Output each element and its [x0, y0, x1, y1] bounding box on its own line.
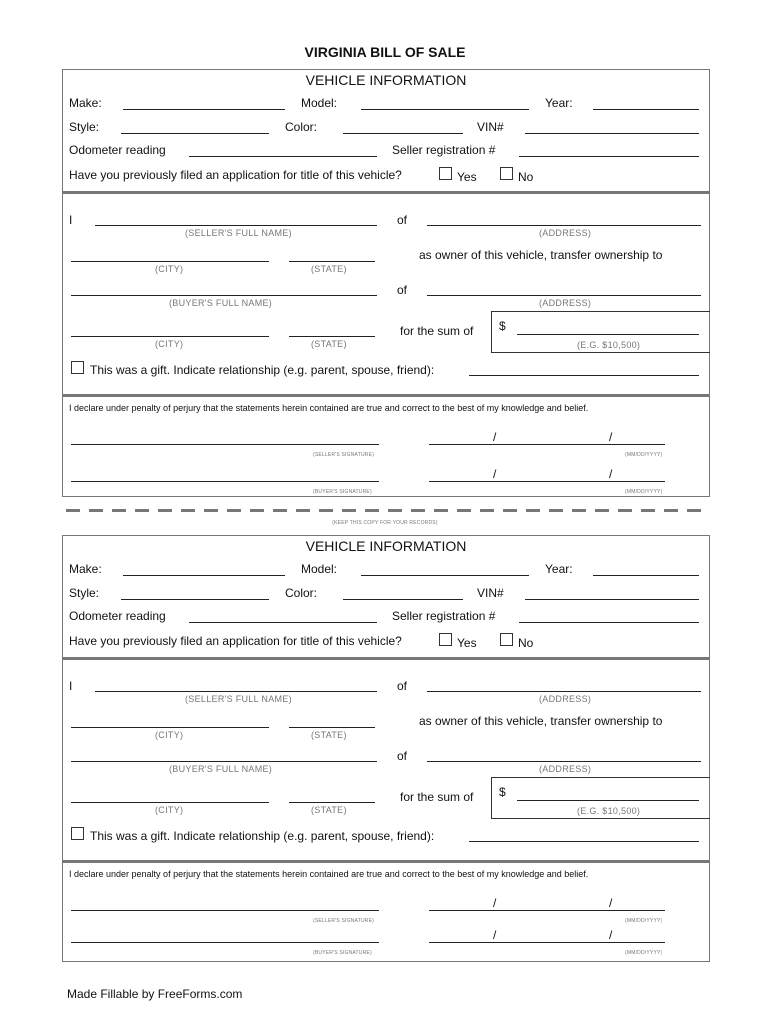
color-label: Color: — [285, 586, 318, 600]
of-label: of — [397, 213, 408, 227]
buyer-city-field[interactable] — [71, 336, 269, 337]
seller-state-field[interactable] — [289, 261, 375, 262]
buyer-state-field[interactable] — [289, 802, 375, 803]
seller-state-caption: (STATE) — [311, 264, 347, 274]
cut-dash — [549, 509, 563, 512]
cut-dash — [687, 509, 701, 512]
yes-checkbox[interactable] — [439, 633, 452, 646]
footer-credit: Made Fillable by FreeForms.com — [67, 987, 243, 1001]
of-label: of — [397, 283, 408, 297]
date-slash: / — [609, 928, 613, 942]
buyer-signature-field[interactable] — [71, 481, 379, 482]
bill-of-sale-form-copy — [62, 535, 710, 962]
section-divider — [63, 860, 709, 863]
seller-address-caption: (ADDRESS) — [539, 694, 592, 704]
make-label: Make: — [69, 562, 102, 576]
odometer-field[interactable] — [189, 156, 377, 157]
seller-city-field[interactable] — [71, 261, 269, 262]
no-checkbox[interactable] — [500, 633, 513, 646]
style-label: Style: — [69, 586, 100, 600]
transfer-ownership-text: as owner of this vehicle, transfer ownership to — [419, 714, 663, 728]
seller-name-field[interactable] — [95, 225, 377, 226]
buyer-name-field[interactable] — [71, 295, 377, 296]
dollar-sign: $ — [499, 785, 506, 799]
cut-dash — [296, 509, 310, 512]
cut-dash — [250, 509, 264, 512]
cut-dash — [365, 509, 379, 512]
sum-label: for the sum of — [400, 790, 474, 804]
yes-label: Yes — [457, 636, 477, 650]
buyer-name-field[interactable] — [71, 761, 377, 762]
year-label: Year: — [545, 562, 573, 576]
date-slash: / — [493, 896, 497, 910]
cut-dash — [319, 509, 333, 512]
date-slash: / — [493, 467, 497, 481]
yes-label: Yes — [457, 170, 477, 184]
buyer-address-field[interactable] — [427, 295, 701, 296]
cut-dash — [411, 509, 425, 512]
cut-dash — [457, 509, 471, 512]
of-label: of — [397, 749, 408, 763]
cut-dash — [618, 509, 632, 512]
style-label: Style: — [69, 120, 100, 134]
buyer-date-field[interactable] — [429, 481, 665, 482]
seller-registration-field[interactable] — [519, 156, 699, 157]
yes-checkbox[interactable] — [439, 167, 452, 180]
vehicle-info-heading: VEHICLE INFORMATION — [305, 538, 467, 554]
dollar-sign: $ — [499, 319, 506, 333]
make-label: Make: — [69, 96, 102, 110]
date-slash: / — [609, 467, 613, 481]
gift-relationship-field[interactable] — [469, 375, 699, 376]
style-field[interactable] — [121, 133, 269, 134]
seller-city-caption: (CITY) — [155, 264, 184, 274]
date-slash: / — [493, 430, 497, 444]
model-field[interactable] — [361, 109, 529, 110]
cut-dash — [526, 509, 540, 512]
style-field[interactable] — [121, 599, 269, 600]
buyer-city-field[interactable] — [71, 802, 269, 803]
form-title: VIRGINIA BILL OF SALE — [304, 44, 466, 60]
declaration-text: I declare under penalty of perjury that the statements herein contained are true and correct to the best of my knowledge and belief. — [69, 869, 589, 879]
date-slash: / — [609, 430, 613, 444]
odometer-label: Odometer reading — [69, 143, 166, 157]
buyer-date-field[interactable] — [429, 942, 665, 943]
seller-state-field[interactable] — [289, 727, 375, 728]
buyer-address-caption: (ADDRESS) — [539, 764, 592, 774]
color-field[interactable] — [343, 599, 463, 600]
sum-field[interactable] — [517, 334, 699, 335]
i-label: I — [69, 213, 73, 227]
gift-label: This was a gift. Indicate relationship (e.g. parent, spouse, friend): — [90, 829, 435, 843]
buyer-date-caption: (MM/DD/YYYY) — [625, 489, 663, 495]
bill-of-sale-form-original — [62, 69, 710, 497]
odometer-field[interactable] — [189, 622, 377, 623]
vehicle-info-heading: VEHICLE INFORMATION — [305, 72, 467, 88]
cut-line — [66, 509, 708, 513]
seller-date-caption: (MM/DD/YYYY) — [625, 452, 663, 458]
gift-relationship-field[interactable] — [469, 841, 699, 842]
seller-address-caption: (ADDRESS) — [539, 228, 592, 238]
cut-dash — [135, 509, 149, 512]
seller-city-caption: (CITY) — [155, 730, 184, 740]
buyer-city-caption: (CITY) — [155, 805, 184, 815]
cut-dash — [89, 509, 103, 512]
seller-signature-caption: (SELLER'S SIGNATURE) — [313, 452, 374, 458]
color-field[interactable] — [343, 133, 463, 134]
gift-checkbox[interactable] — [71, 361, 84, 374]
no-label: No — [518, 636, 534, 650]
cut-dash — [158, 509, 172, 512]
model-label: Model: — [301, 96, 338, 110]
seller-registration-field[interactable] — [519, 622, 699, 623]
seller-registration-label: Seller registration # — [392, 143, 496, 157]
title-application-question: Have you previously filed an application for title of this vehicle? — [69, 168, 402, 182]
seller-signature-field[interactable] — [71, 444, 379, 445]
buyer-date-caption: (MM/DD/YYYY) — [625, 950, 663, 956]
cut-dash — [595, 509, 609, 512]
year-field[interactable] — [593, 109, 699, 110]
seller-address-field[interactable] — [427, 225, 701, 226]
gift-label: This was a gift. Indicate relationship (e.g. parent, spouse, friend): — [90, 363, 435, 377]
seller-date-field[interactable] — [429, 910, 665, 911]
sum-example-caption: (E.G. $10,500) — [577, 806, 641, 816]
model-label: Model: — [301, 562, 338, 576]
buyer-signature-field[interactable] — [71, 942, 379, 943]
cut-dash — [66, 509, 80, 512]
vin-field[interactable] — [525, 599, 699, 600]
sum-field[interactable] — [517, 800, 699, 801]
buyer-address-caption: (ADDRESS) — [539, 298, 592, 308]
transfer-ownership-text: as owner of this vehicle, transfer ownership to — [419, 248, 663, 262]
section-divider — [63, 191, 709, 194]
i-label: I — [69, 679, 73, 693]
cut-dash — [641, 509, 655, 512]
keep-copy-note: (KEEP THIS COPY FOR YOUR RECORDS) — [332, 520, 438, 526]
seller-signature-field[interactable] — [71, 910, 379, 911]
color-label: Color: — [285, 120, 318, 134]
seller-name-field[interactable] — [95, 691, 377, 692]
cut-dash — [664, 509, 678, 512]
buyer-state-field[interactable] — [289, 336, 375, 337]
cut-dash — [480, 509, 494, 512]
no-label: No — [518, 170, 534, 184]
cut-dash — [388, 509, 402, 512]
odometer-label: Odometer reading — [69, 609, 166, 623]
no-checkbox[interactable] — [500, 167, 513, 180]
seller-date-field[interactable] — [429, 444, 665, 445]
cut-dash — [434, 509, 448, 512]
seller-state-caption: (STATE) — [311, 730, 347, 740]
buyer-state-caption: (STATE) — [311, 339, 347, 349]
year-field[interactable] — [593, 575, 699, 576]
sum-label: for the sum of — [400, 324, 474, 338]
cut-dash — [342, 509, 356, 512]
date-slash: / — [493, 928, 497, 942]
cut-dash — [112, 509, 126, 512]
make-field[interactable] — [123, 109, 285, 110]
gift-checkbox[interactable] — [71, 827, 84, 840]
date-slash: / — [609, 896, 613, 910]
sum-example-caption: (E.G. $10,500) — [577, 340, 641, 350]
cut-dash — [181, 509, 195, 512]
seller-registration-label: Seller registration # — [392, 609, 496, 623]
seller-signature-caption: (SELLER'S SIGNATURE) — [313, 918, 374, 924]
vin-field[interactable] — [525, 133, 699, 134]
buyer-state-caption: (STATE) — [311, 805, 347, 815]
cut-dash — [227, 509, 241, 512]
cut-dash — [503, 509, 517, 512]
cut-dash — [273, 509, 287, 512]
seller-date-caption: (MM/DD/YYYY) — [625, 918, 663, 924]
buyer-name-caption: (BUYER'S FULL NAME) — [169, 298, 273, 308]
buyer-signature-caption: (BUYER'S SIGNATURE) — [313, 950, 372, 956]
cut-dash — [572, 509, 586, 512]
seller-city-field[interactable] — [71, 727, 269, 728]
vin-label: VIN# — [477, 586, 504, 600]
model-field[interactable] — [361, 575, 529, 576]
seller-address-field[interactable] — [427, 691, 701, 692]
cut-dash — [204, 509, 218, 512]
buyer-address-field[interactable] — [427, 761, 701, 762]
buyer-signature-caption: (BUYER'S SIGNATURE) — [313, 489, 372, 495]
section-divider — [63, 394, 709, 397]
of-label: of — [397, 679, 408, 693]
buyer-name-caption: (BUYER'S FULL NAME) — [169, 764, 273, 774]
declaration-text: I declare under penalty of perjury that the statements herein contained are true and correct to the best of my knowledge and belief. — [69, 403, 589, 413]
seller-name-caption: (SELLER'S FULL NAME) — [185, 228, 292, 238]
vin-label: VIN# — [477, 120, 504, 134]
buyer-city-caption: (CITY) — [155, 339, 184, 349]
year-label: Year: — [545, 96, 573, 110]
title-application-question: Have you previously filed an application for title of this vehicle? — [69, 634, 402, 648]
section-divider — [63, 657, 709, 660]
make-field[interactable] — [123, 575, 285, 576]
seller-name-caption: (SELLER'S FULL NAME) — [185, 694, 292, 704]
